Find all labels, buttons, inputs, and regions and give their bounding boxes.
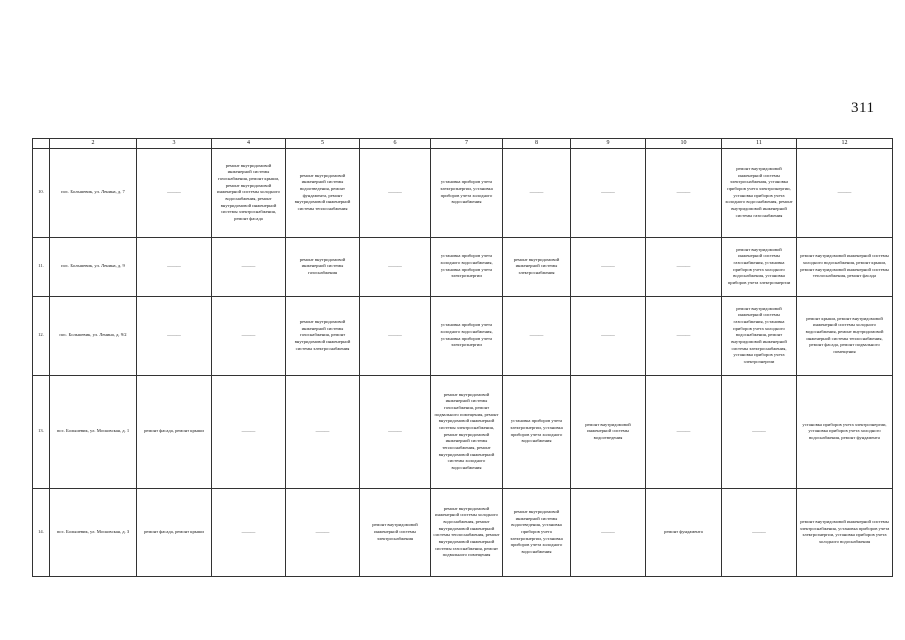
address-cell: пос. Большевик, ул. Ленина, д. 9 [50,237,137,296]
column-header: 11 [722,139,797,149]
column-header: 7 [431,139,503,149]
table-cell: ——— [571,237,646,296]
table-cell: ——— [360,296,431,375]
table-cell: ——— [646,237,722,296]
column-header [33,139,50,149]
table-cell: ——— [571,148,646,237]
row-number: 14. [33,488,50,576]
table-cell: ремонт фундамента [646,488,722,576]
table-cell: ремонт внутридомовой инженерной системы холодного водоснабжения, ремонт внутридомовой инженерной системы теплоснабжения, ремонт внутридомовой инженерной системы газоснабжения, ремонт подвального помещения [431,488,503,576]
table-cell: ——— [571,296,646,375]
table-cell: ——— [137,296,212,375]
table-row [33,237,893,296]
address-cell: пос. Большевик, ул. Московская, д. 1 [50,375,137,488]
column-number-row [33,139,893,149]
table-cell: ремонт внутридомовой инженерной системы водоотведения, установка приборов учета электроэнергии, установка приборов учета холодного водоснабжения [503,488,571,576]
table-cell: установка приборов учета холодного водоснабжения, установка приборов учета электроэнергии [431,296,503,375]
page-number: 311 [851,100,875,116]
row-number: 10. [33,148,50,237]
column-header: 3 [137,139,212,149]
row-number: 13. [33,375,50,488]
table-cell: ——— [360,375,431,488]
table-cell: ——— [212,488,286,576]
table-cell: ——— [360,237,431,296]
row-number: 12. [33,296,50,375]
column-header: 2 [50,139,137,149]
column-header: 9 [571,139,646,149]
table-cell: ремонт внутридомовой инженерной системы газоснабжения, установка приборов учета холодного водоснабжения, установка приборов учета электроэнергии [722,237,797,296]
table-row [33,296,893,375]
table-cell: ремонт внутридомовой инженерной системы водоотведения [571,375,646,488]
address-cell: пос. Большевик, ул. Ленина, д. 7 [50,148,137,237]
table-cell: ремонт фасада, ремонт крыши [137,375,212,488]
table-cell: ремонт внутридомовой инженерной системы электроснабжения, установка приборов учета электроэнергии, установка приборов учета холодного водоснабжения, ремонт внутридомовой инженерной системы газоснабжения [722,148,797,237]
column-header: 4 [212,139,286,149]
table-cell: ремонт внутридомовой инженерной системы электроснабжения [360,488,431,576]
table-cell: ремонт фасада, ремонт крыши [137,488,212,576]
address-cell: пос. Большевик, ул. Московская, д. 3 [50,488,137,576]
repair-schedule-table [32,138,893,577]
column-header: 5 [286,139,360,149]
table-cell: ——— [797,148,893,237]
table-cell: ремонт внутридомовой инженерной системы электроснабжения [503,237,571,296]
column-header: 6 [360,139,431,149]
table-cell: установка приборов учета электроэнергии, установка приборов учета холодного водоснабжения [431,148,503,237]
table-cell: ——— [646,296,722,375]
table-cell: ——— [722,375,797,488]
table-row [33,375,893,488]
table-row [33,148,893,237]
table-cell: ремонт внутридомовой инженерной системы газоснабжения, ремонт крыши, ремонт внутридомовой инженерной системы холодного водоснабжения, ремонт внутридомовой инженерной системы электроснабжения, ремонт фасада [212,148,286,237]
table-cell: ремонт внутридомовой инженерной системы газоснабжения [286,237,360,296]
table-cell: ——— [503,148,571,237]
table-cell: ——— [503,296,571,375]
table-cell: ремонт внутридомовой инженерной системы газоснабжения, установка приборов учета холодного водоснабжения, ремонт внутридомовой инженерной системы электроснабжения, установка приборов учета электроэнергии [722,296,797,375]
column-header: 12 [797,139,893,149]
table-cell: установка приборов учета электроэнергии, установка приборов учета холодного водоснабжения, ремонт фундамента [797,375,893,488]
table-cell: ——— [646,148,722,237]
table-cell: ремонт внутридомовой инженерной системы водоотведения, ремонт фундамента, ремонт внутридомовой инженерной системы теплоснабжения [286,148,360,237]
table-row [33,488,893,576]
table-cell: ——— [137,237,212,296]
row-number: 11. [33,237,50,296]
table-cell: ремонт внутридомовой инженерной системы газоснабжения, ремонт внутридомовой инженерной системы электроснабжения [286,296,360,375]
table-cell: ремонт внутридомовой инженерной системы газоснабжения, ремонт подвального помещения, ремонт внутридомовой инженерной системы электроснабжения, ремонт внутридомовой инженерной системы теплоснабжения, ремонт внутридомовой инженерной системы холодного водоснабжения [431,375,503,488]
table-cell: ——— [137,148,212,237]
table-cell: установка приборов учета холодного водоснабжения, установка приборов учета электроэнергии [431,237,503,296]
table-cell: установка приборов учета электроэнергии, установка приборов учета холодного водоснабжения [503,375,571,488]
table-cell: ремонт внутридомовой инженерной системы холодного водоснабжения, ремонт крыши, ремонт внутридомовой инженерной системы теплоснабжения, ремонт фасада [797,237,893,296]
table-cell: ——— [646,375,722,488]
table-cell: ——— [360,148,431,237]
table-cell: ——— [286,488,360,576]
table-cell: ——— [286,375,360,488]
address-cell: пос. Большевик, ул. Ленина, д. 9/2 [50,296,137,375]
table-cell: ремонт внутридомовой инженерной системы электроснабжения, установка приборов учета электроэнергии, установка приборов учета холодного водоснабжения [797,488,893,576]
column-header: 8 [503,139,571,149]
table-cell: ——— [571,488,646,576]
table-cell: ——— [722,488,797,576]
column-header: 10 [646,139,722,149]
table-cell: ——— [212,296,286,375]
table-cell: ремонт крыши, ремонт внутридомовой инженерной системы холодного водоснабжения, ремонт внутридомовой инженерной системы теплоснабжения, ремонт фасада, ремонт подвального помещения [797,296,893,375]
table-cell: ——— [212,237,286,296]
table-cell: ——— [212,375,286,488]
